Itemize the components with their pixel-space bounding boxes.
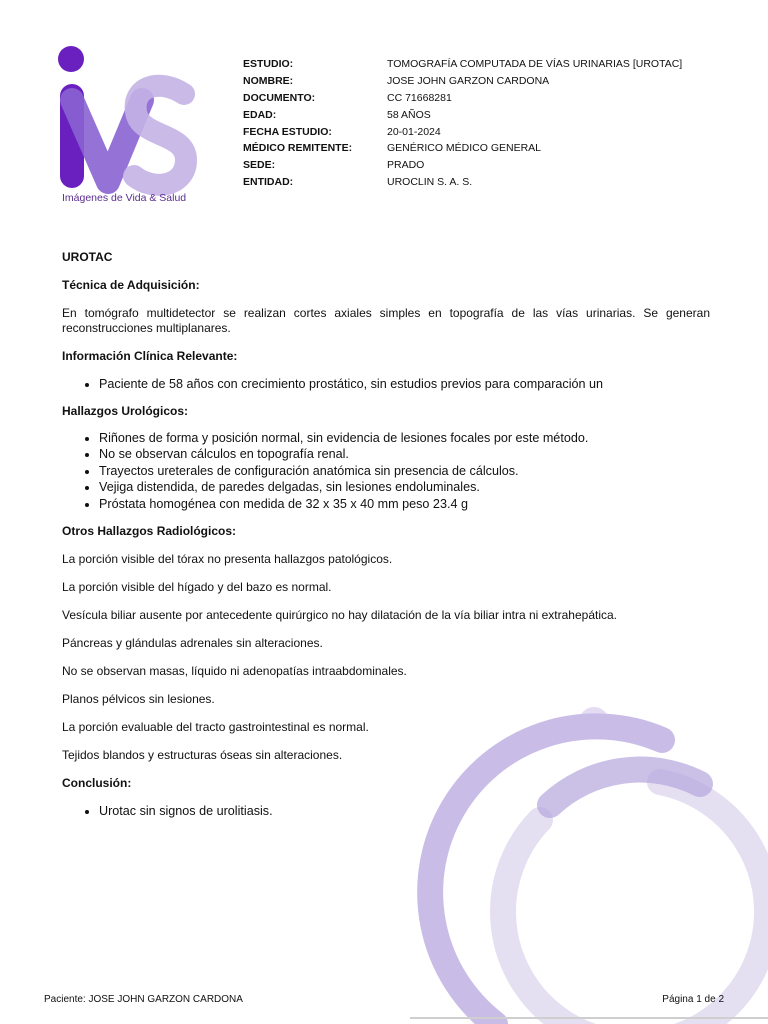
conclusion-list xyxy=(62,803,710,820)
header-row-nombre xyxy=(243,73,682,90)
header-value: CC 71668281 xyxy=(387,91,452,104)
header-label: EDAD: xyxy=(243,108,277,121)
header-row-fecha xyxy=(243,124,682,141)
header-row-edad xyxy=(243,107,682,124)
list-item: • Vejiga distendida, de paredes delgadas, sin lesiones endoluminales. xyxy=(99,479,710,496)
tecnica-paragraph: En tomógrafo multidetector se realizan cortes axiales simples en topografía de las vías urinarias. Se generan reconstrucciones multiplanares. xyxy=(62,306,710,335)
header-row-medico xyxy=(243,140,682,157)
otros-line: No se observan masas, líquido ni adenopatías intraabdominales. xyxy=(62,663,407,678)
header-value: 58 AÑOS xyxy=(387,108,431,121)
header-value: PRADO xyxy=(387,159,425,172)
list-item: • Próstata homogénea con medida de 32 x 35 x 40 mm peso 23.4 g xyxy=(99,496,710,513)
header-label: FECHA ESTUDIO: xyxy=(243,125,332,138)
header-label: ESTUDIO: xyxy=(243,58,294,70)
logo-letter-s xyxy=(134,86,186,185)
header-value: 20-01-2024 xyxy=(387,125,441,138)
logo-dot xyxy=(58,46,84,72)
list-item: • Riñones de forma y posición normal, sin evidencia de lesiones focales por este método. xyxy=(99,430,710,447)
header-value: TOMOGRAFÍA COMPUTADA DE VÍAS URINARIAS [UROTAC] xyxy=(387,58,683,70)
report-title: UROTAC xyxy=(62,250,113,264)
otros-line: Planos pélvicos sin lesiones. xyxy=(62,691,215,706)
otros-line: Páncreas y glándulas adrenales sin alteraciones. xyxy=(62,635,323,650)
urologicos-list xyxy=(62,430,710,513)
section-title-clinica: Información Clínica Relevante: xyxy=(62,349,238,363)
otros-line: Vesícula biliar ausente por antecedente quirúrgico no hay dilatación de la vía biliar intra ni extrahepática. xyxy=(62,607,618,622)
otros-line: La porción evaluable del tracto gastrointestinal es normal. xyxy=(62,719,369,734)
section-title-tecnica: Técnica de Adquisición: xyxy=(62,278,200,292)
header-row-sede xyxy=(243,157,682,174)
footer-patient: Paciente: JOSE JOHN GARZON CARDONA xyxy=(44,994,243,1005)
otros-line: La porción visible del tórax no presenta hallazgos patológicos. xyxy=(62,551,393,566)
section-title-otros: Otros Hallazgos Radiológicos: xyxy=(62,523,237,538)
footer-page-number: Página 1 de 2 xyxy=(662,994,724,1005)
list-item: • No se observan cálculos en topografía renal. xyxy=(99,446,710,463)
header-row-documento xyxy=(243,90,682,107)
header-label: MÉDICO REMITENTE: xyxy=(243,142,353,155)
list-item: • Urotac sin signos de urolitiasis. xyxy=(99,803,710,820)
header-label: ENTIDAD: xyxy=(243,176,294,189)
patient-header xyxy=(243,56,682,191)
header-row-entidad xyxy=(243,174,682,191)
otros-line: La porción visible del hígado y del bazo es normal. xyxy=(62,579,332,594)
otros-line: Tejidos blandos y estructuras óseas sin alteraciones. xyxy=(62,747,343,762)
report-body xyxy=(62,250,710,819)
list-item: • Trayectos ureterales de configuración anatómica sin presencia de cálculos. xyxy=(99,463,710,480)
header-label: SEDE: xyxy=(243,159,276,172)
header-value: UROCLIN S. A. S. xyxy=(387,176,473,189)
ivs-logo xyxy=(50,42,210,212)
header-value: JOSE JOHN GARZON CARDONA xyxy=(387,74,550,87)
header-value: GENÉRICO MÉDICO GENERAL xyxy=(387,142,542,155)
section-title-conclusion: Conclusión: xyxy=(62,775,132,790)
header-label: DOCUMENTO: xyxy=(243,91,316,104)
list-item: • Paciente de 58 años con crecimiento prostático, sin estudios previos para comparación un xyxy=(99,376,710,393)
logo-tagline: Imágenes de Vida & Salud xyxy=(62,192,187,204)
header-row-estudio xyxy=(243,56,682,73)
section-title-urologicos: Hallazgos Urológicos: xyxy=(62,403,189,418)
header-label: NOMBRE: xyxy=(243,74,294,87)
clinica-list xyxy=(62,376,710,393)
footer-divider xyxy=(410,1017,768,1019)
